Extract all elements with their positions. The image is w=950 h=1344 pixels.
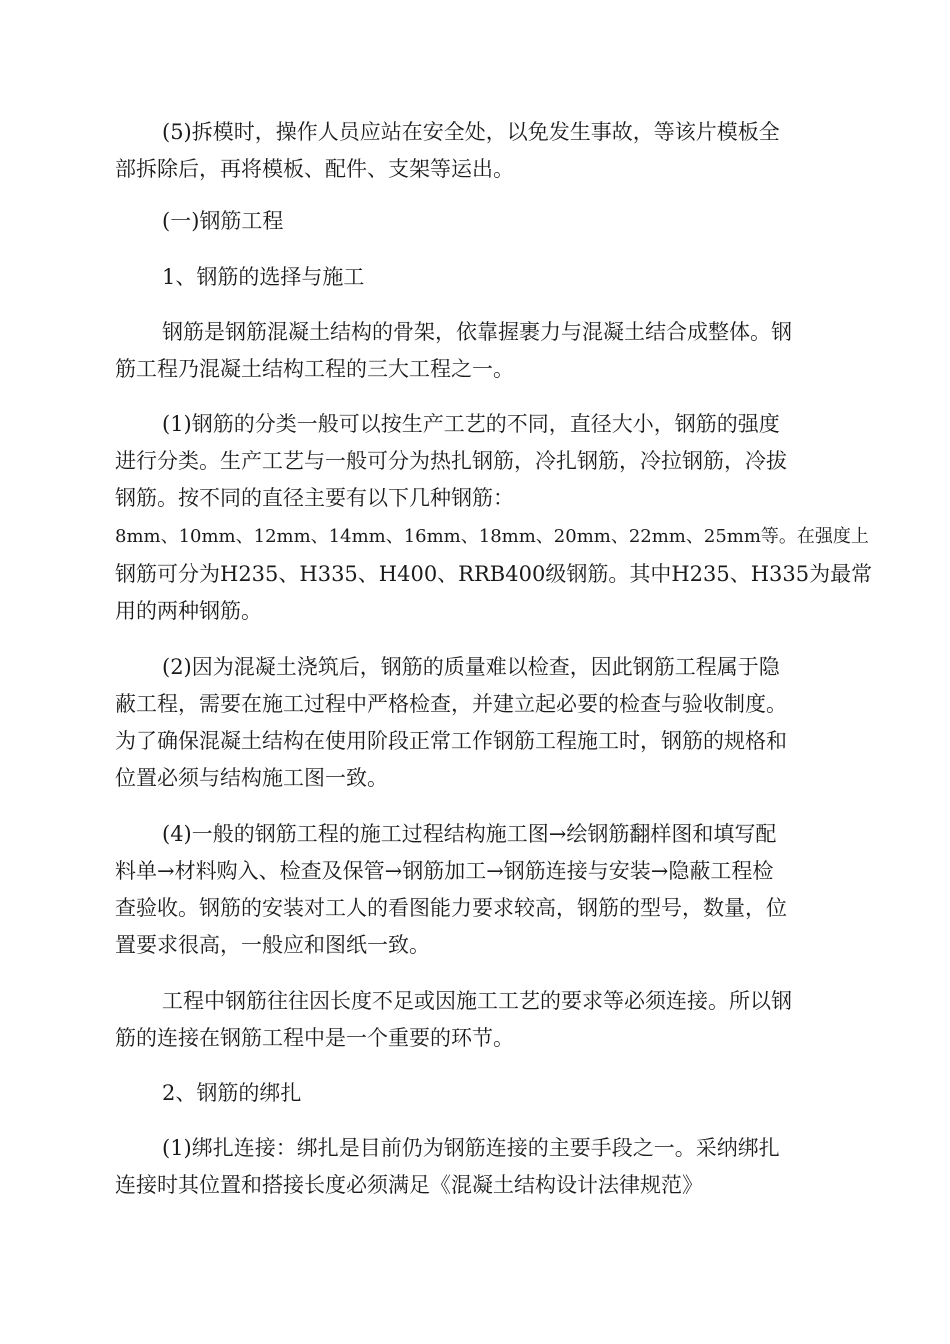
subsection-heading: 1、钢筋的选择与施工 bbox=[162, 265, 365, 289]
text-line: 料单→材料购入、检查及保管→钢筋加工→钢筋连接与安装→隐蔽工程检 bbox=[115, 859, 774, 883]
section-heading: (一)钢筋工程 bbox=[162, 209, 284, 233]
text-line: 钢筋。按不同的直径主要有以下几种钢筋： bbox=[115, 486, 514, 510]
subsection-heading: 2、钢筋的绑扎 bbox=[162, 1081, 302, 1105]
text-line: (2)因为混凝土浇筑后，钢筋的质量难以检查，因此钢筋工程属于隐 bbox=[162, 655, 780, 679]
text-line: 钢筋是钢筋混凝土结构的骨架，依靠握裹力与混凝土结合成整体。钢 bbox=[162, 320, 792, 344]
text-line: 用的两种钢筋。 bbox=[115, 599, 262, 623]
text-line: 工程中钢筋往往因长度不足或因施工工艺的要求等必须连接。所以钢 bbox=[162, 989, 792, 1013]
text-line: 为了确保混凝土结构在使用阶段正常工作钢筋工程施工时，钢筋的规格和 bbox=[115, 729, 787, 753]
text-line: (1)钢筋的分类一般可以按生产工艺的不同，直径大小，钢筋的强度 bbox=[162, 412, 780, 436]
text-line: 连接时其位置和搭接长度必须满足《混凝土结构设计法律规范》 bbox=[115, 1173, 703, 1197]
text-line: 进行分类。生产工艺与一般可分为热扎钢筋，冷扎钢筋，冷拉钢筋，冷拔 bbox=[115, 449, 787, 473]
text-line: 8mm、10mm、12mm、14mm、16mm、18mm、20mm、22mm、25mm等。在强度上 bbox=[115, 526, 869, 547]
text-line: 置要求很高，一般应和图纸一致。 bbox=[115, 933, 430, 957]
text-line: 筋的连接在钢筋工程中是一个重要的环节。 bbox=[115, 1026, 514, 1050]
text-line: 蔽工程，需要在施工过程中严格检查，并建立起必要的检查与验收制度。 bbox=[115, 692, 787, 716]
text-line: 查验收。钢筋的安装对工人的看图能力要求较高，钢筋的型号，数量，位 bbox=[115, 896, 787, 920]
text-line: 部拆除后，再将模板、配件、支架等运出。 bbox=[115, 157, 514, 181]
text-line: 筋工程乃混凝土结构工程的三大工程之一。 bbox=[115, 357, 514, 381]
text-line: (5)拆模时，操作人员应站在安全处，以免发生事故，等该片模板全 bbox=[162, 120, 780, 144]
text-line: (1)绑扎连接：绑扎是目前仍为钢筋连接的主要手段之一。采纳绑扎 bbox=[162, 1136, 780, 1160]
text-line: (4)一般的钢筋工程的施工过程结构施工图→绘钢筋翻样图和填写配 bbox=[162, 822, 777, 846]
text-line: 位置必须与结构施工图一致。 bbox=[115, 766, 388, 790]
text-line: 钢筋可分为H235、H335、H400、RRB400级钢筋。其中H235、H335为最常 bbox=[115, 562, 873, 586]
